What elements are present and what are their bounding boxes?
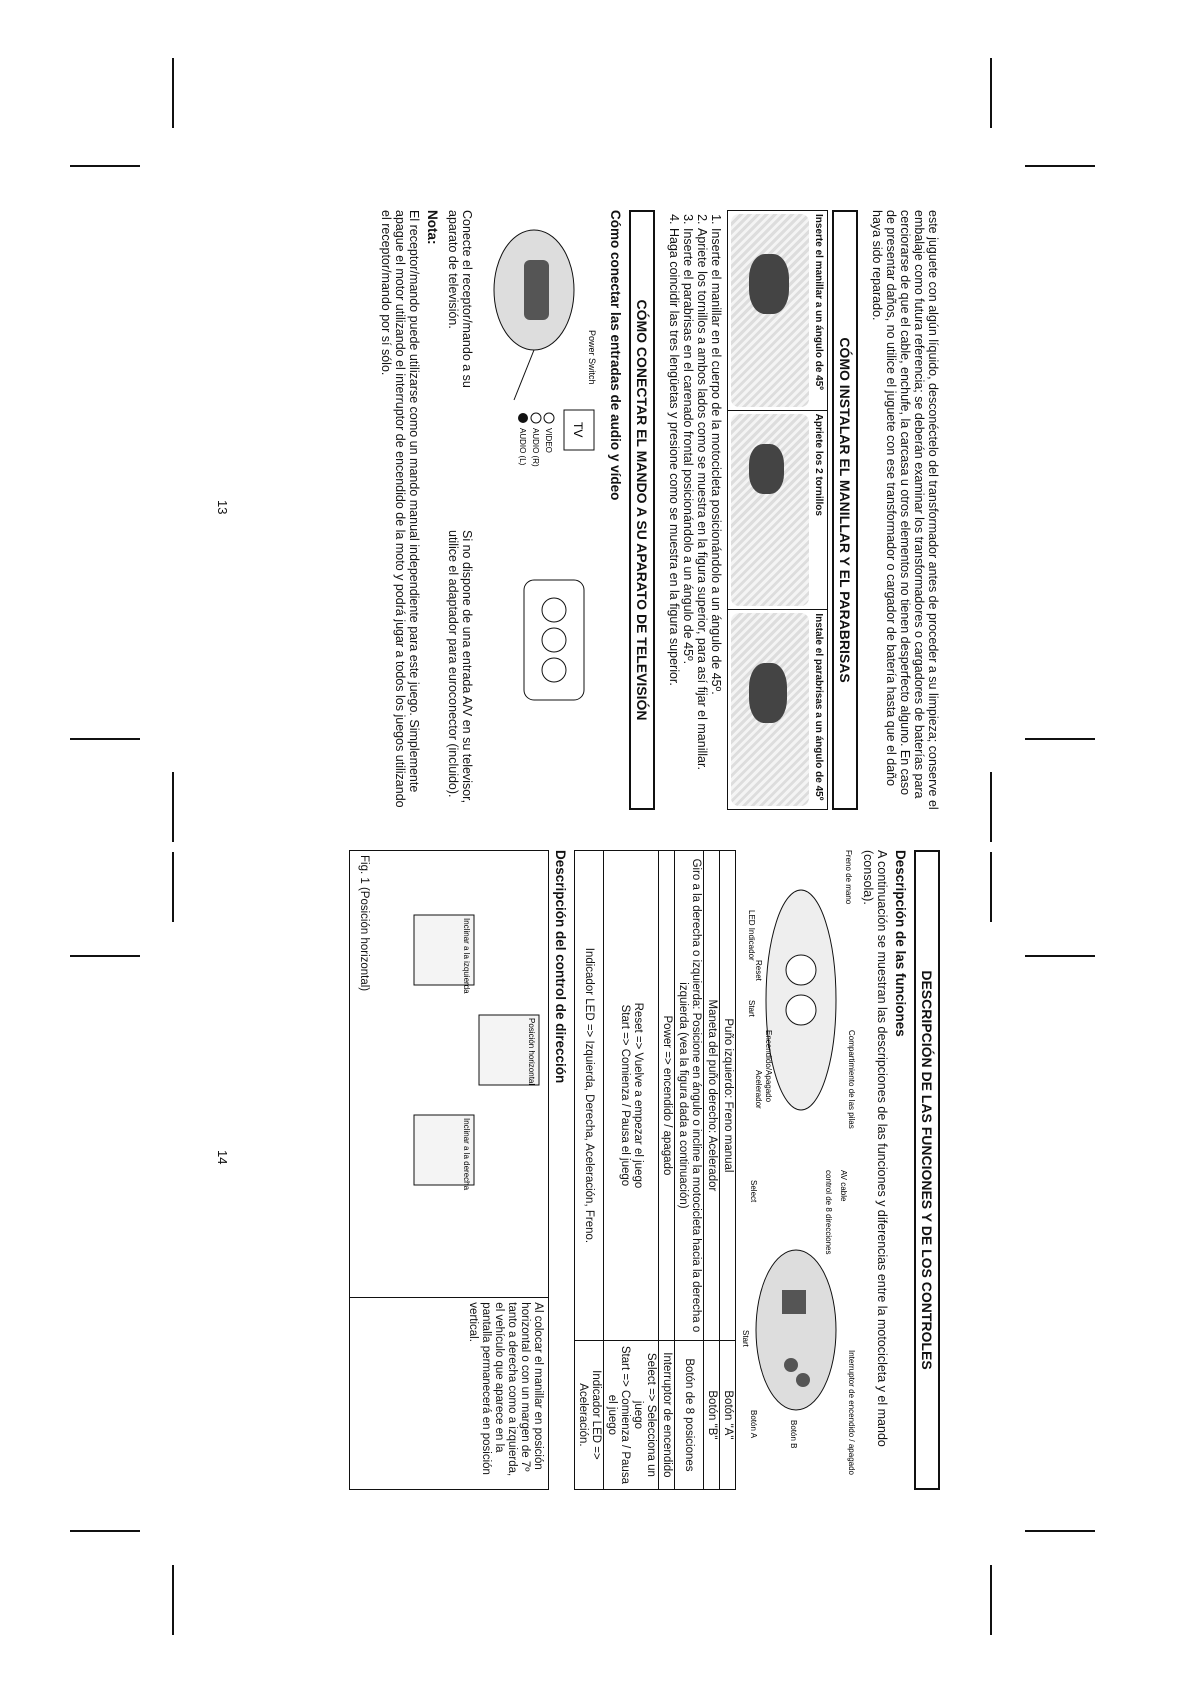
moto-label: Encendido/Apagado [764,1030,773,1103]
crop-mark [70,165,140,167]
power-switch-label: Power Switch [587,330,597,385]
jack-label: AUDIO (L) [518,428,527,466]
fig-caption: Fig. 1 (Posición horizontal) [358,855,370,992]
table-cell: Power => encendido / apagado [659,851,675,1341]
scart-socket-icon [542,598,566,622]
table-cell: Reset => Vuelve a empezar el juego Start => Comienza / Pausa el juego [604,851,659,1341]
fig-label: Inclinar a la derecha [462,1118,471,1191]
crop-mark [1025,1530,1095,1532]
note-title: Nota: [425,210,440,245]
dpad-icon [782,1290,806,1314]
controls-table [574,850,736,1490]
direction-figure-cell [350,851,549,1298]
step-caption: Instale el parabrisas a un ángulo de 45º [813,613,824,801]
tv-label: TV [571,422,585,438]
table-row [604,851,659,1490]
av-cable [514,350,534,400]
moto-label: LED Indicador [747,910,756,961]
table-row [675,851,704,1490]
direction-title: Descripción del control de dirección [553,850,568,1084]
pad-label: Interruptor de encendido / apagado [847,1350,856,1475]
rotated-sheet [200,210,940,1490]
table-row [575,851,604,1490]
scart-socket-icon [542,628,566,652]
functions-intro: A continuación se muestran las descripciones de las funciones y diferencias entre la motocicleta y el mando (consola). [861,850,889,1447]
table-row [720,851,736,1490]
table-row [704,851,720,1490]
pad-label: Botón A [749,1410,758,1439]
scart-text: Si no dispone de una entrada A/V en su televisor, utilice el adaptador para euroconector (incluido). [446,530,474,804]
pad-label: Select [749,1180,758,1203]
jack-label: VIDEO [544,428,553,453]
intro-paragraph: este juguete con algún líquido, desconéctelo del transformador antes de proceder a su limpieza; conserve el embalaje como futura referencia; se deberán examinar los transformadores o cargadores de baterías para cerciorarse de que el cable, enchufe, la carcasa u otros elementos no tienen desperfecto alguno. En caso de presentar daños, no utilice el juguete con ese transformador o cargador de batería hasta que el daño haya sido reparado. [870,210,940,810]
pad-label: Botón B [789,1420,798,1449]
list-item: 2. Apriete los tornillos a ambos lados como se muestra en la figura superior, para así fijar el manillar. [695,228,709,810]
video-jack-icon [544,413,554,423]
connect-title: CÓMO CONECTAR EL MANDO A SU APARATO DE TELEVISIÓN [629,210,655,810]
gauge-icon [786,995,816,1025]
gamepad-drawing [756,1250,836,1410]
crop-mark [990,58,992,128]
button-a-icon [784,1358,798,1372]
moto-label: Freno de mano [844,850,853,905]
pad-label: AV cable [839,1170,848,1202]
page-number: 14 [215,1150,230,1165]
page-14 [200,850,940,1490]
fig-label: Posición horizontal [527,1018,536,1086]
button-b-icon [796,1373,810,1387]
crop-mark [1025,955,1095,957]
crop-mark [990,772,992,842]
table-cell: Maneta del puño derecho: Acelerador [704,851,720,1341]
crop-mark [70,955,140,957]
table-row [659,851,675,1490]
crop-mark [172,852,174,922]
pad-label: Start [741,1330,750,1347]
moto-label: Reset [754,960,763,981]
moto-label: Start [747,1000,756,1017]
jack-label: AUDIO (R) [531,428,540,467]
step-caption: Inserte el manillar a un ángulo de 45º [813,214,824,390]
crop-mark [70,1530,140,1532]
scart-socket-icon [542,658,566,682]
functions-subtitle: Descripción de las funciones [893,850,908,1037]
table-cell: Botón de 8 posiciones [675,1340,704,1489]
crop-mark [172,1565,174,1635]
handlebar-photo [731,214,809,407]
crop-mark [1025,738,1095,740]
connection-figure [474,210,604,810]
table-cell: Botón "A" [720,1340,736,1489]
step-cell-3 [728,610,828,810]
crop-mark [1025,165,1095,167]
page-number: 13 [215,500,230,515]
table-cell: Botón "B" [704,1340,720,1489]
table-cell: Interruptor de encendido [659,1340,675,1489]
direction-figures [374,855,544,1275]
screws-photo [731,414,809,607]
controller-buttons [524,260,549,320]
functions-title: DESCRIPCIÓN DE LAS FUNCIONES Y DE LOS CONTROLES [914,850,940,1490]
list-item: 3. Inserte el parabrisas en el carenado frontal posicionándolo a un ángulo de 45º. [681,228,695,810]
step-cell-1 [728,211,828,411]
install-title: CÓMO INSTALAR EL MANILLAR Y EL PARABRISAS [832,210,858,810]
table-cell: Giro a la derecha o izquierda: Posicione en ángulo o incline la motocicleta hacia la derecha o izquierda (vea la figura dada a continuación) [675,851,704,1341]
step-cell-2 [728,410,828,610]
table-cell: Puño izquierdo: Freno manual [720,851,736,1341]
note-text: El receptor/mando puede utilizarse como un mando manual independiente para este juego. Simplemente apague el motor utilizando el interruptor de encendido de la moto y podrá jugar a todos los juegos utilizando el receptor/mando por sí sólo. [379,210,421,808]
table-cell: Indicador LED => Aceleración. [575,1340,604,1489]
crop-mark [990,1565,992,1635]
list-item: 4. Haga coincidir las tres lengüetas y presione como se muestra en la figura superior. [667,228,681,810]
audio-r-jack-icon [531,413,541,423]
direction-figure-table [349,850,549,1490]
crop-mark [172,58,174,128]
moto-label: Compartimiento de las pilas [847,1030,856,1129]
windshield-photo [731,613,809,806]
crop-mark [172,772,174,842]
connect-subtitle: Cómo conectar las entradas de audio y vídeo [608,210,623,501]
crop-mark [70,738,140,740]
controls-diagram [741,850,861,1490]
list-item: 1. Inserte el manillar en el cuerpo de la motocicleta posicionándolo a un ángulo de 45º. [709,228,723,810]
gauge-icon [786,955,816,985]
step-caption: Apriete los 2 tornillos [813,413,824,516]
table-cell: Indicador LED => Izquierda, Derecha, Aceleración, Freno. [575,851,604,1341]
connection-diagram [474,210,604,810]
fig-label: Inclinar a la izquierda [462,918,471,994]
install-steps-list [667,210,723,810]
pad-label: control de 8 direcciones [824,1170,833,1255]
connect-text: Conecte el receptor/mando a su aparato de televisión. [446,210,474,388]
crop-mark [990,852,992,922]
moto-label: Acelerador [754,1070,763,1109]
audio-l-jack-icon [518,413,528,423]
page-13 [200,210,940,810]
table-cell: Select => Selecciona un juego Start => Comienza / Pausa el juego [604,1340,659,1489]
fig-text: Al colocar el manillar en posición horizontal o con un margen de 7º tanto a derecha como a izquierda, el vehículo que aparece en la pantalla permanecerá en posición vertical. [350,1298,549,1490]
install-steps-table [727,210,828,810]
